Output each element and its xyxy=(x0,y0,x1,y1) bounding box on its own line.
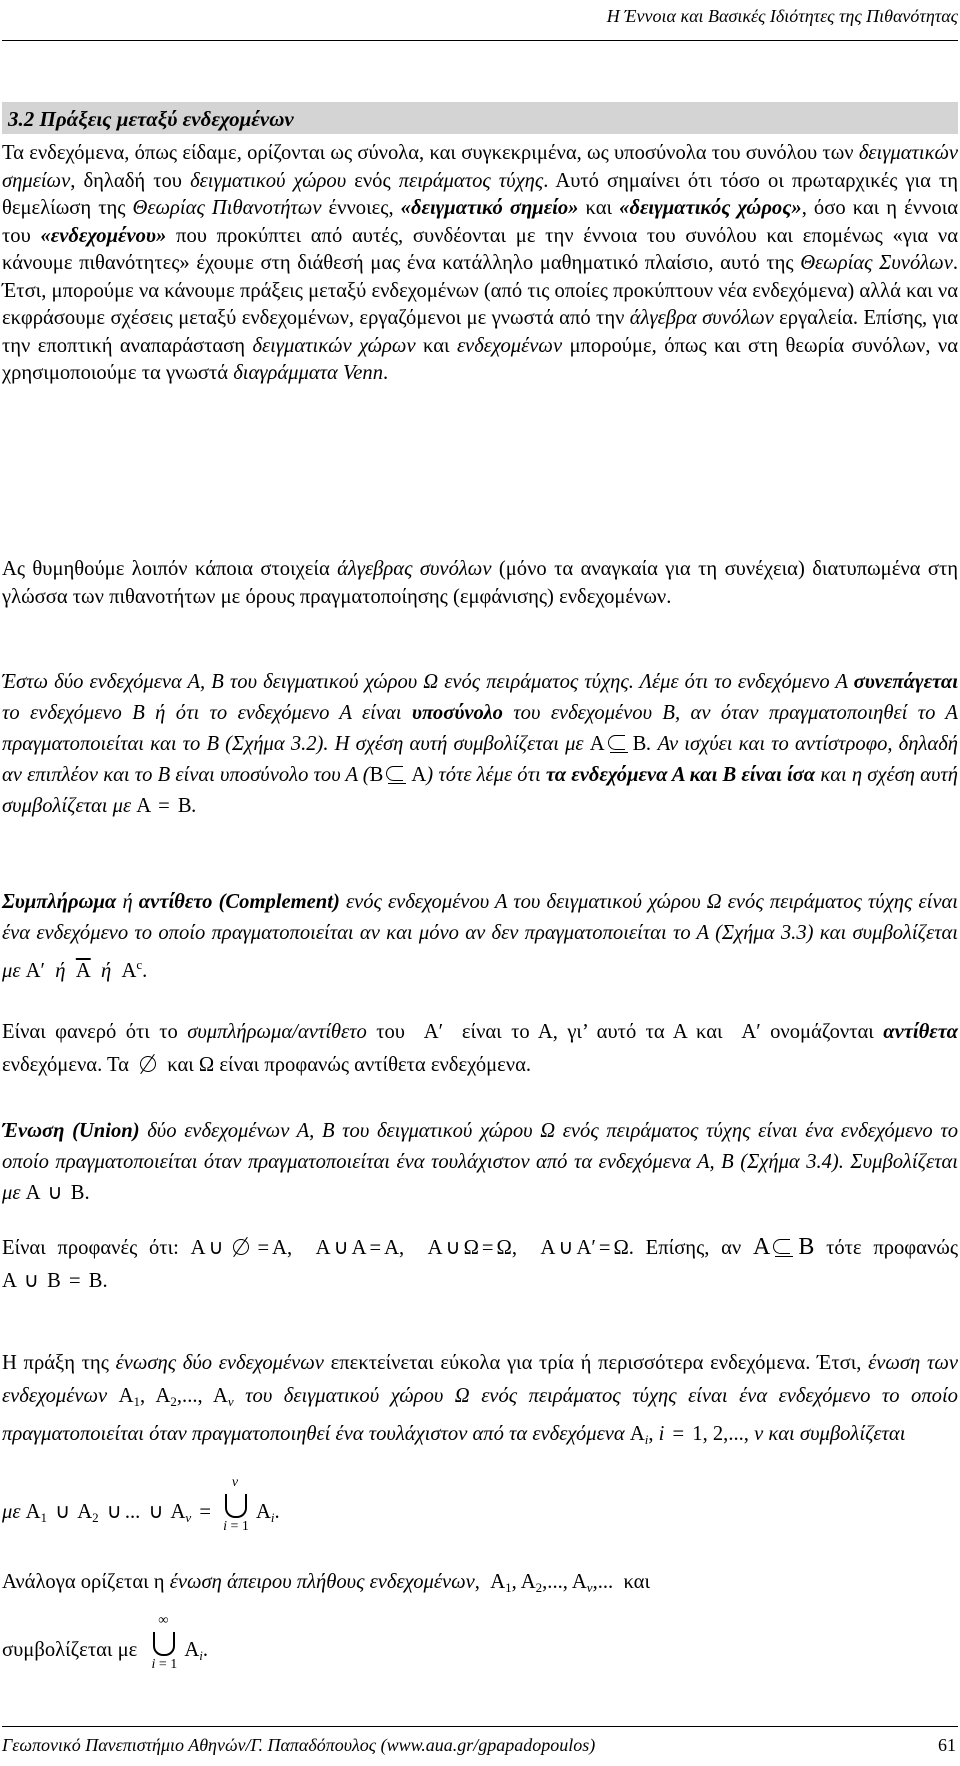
text: , xyxy=(474,1571,480,1593)
big-union-symbol: ν i = 1 xyxy=(223,1475,249,1534)
text: άλγεβρας συνόλων xyxy=(337,558,492,580)
paragraph-set-algebra xyxy=(2,556,958,611)
text: διαγράμματα Venn xyxy=(233,362,383,384)
subset-symbol xyxy=(608,734,630,752)
text: Η πράξη της xyxy=(2,1352,116,1374)
text: και συμβολίζεται xyxy=(768,1423,906,1445)
text: και xyxy=(415,334,457,357)
text: ενδεχόμενα. Τα xyxy=(2,1054,135,1076)
text: , όσο και η έννοια του xyxy=(2,197,959,247)
text: ή xyxy=(55,960,66,982)
formula-b-subset-a: B A xyxy=(369,764,427,786)
text: είναι το Α, γι’ αυτό τα Α και xyxy=(452,1021,732,1043)
paragraph-union xyxy=(2,1116,958,1209)
text: Είναι φανερό ότι το xyxy=(2,1021,188,1043)
text: Είναι προφανές ότι: xyxy=(2,1237,191,1259)
formula-infinite-union: ∞ i = 1 $A_i$. xyxy=(142,1639,208,1661)
text: ενδεχομένων xyxy=(456,334,563,357)
formula-union-properties: A ∪ = A, A ∪ A = A, A ∪ Ω = Ω, A ∪ A′ = Ω xyxy=(190,1237,629,1259)
text: τα ενδεχόμενα Α και Β είναι ίσα xyxy=(545,764,816,786)
text: Θεωρίας Συνόλων xyxy=(800,252,953,274)
formula-a-subset-b: A B xyxy=(752,1234,815,1260)
text: και xyxy=(623,1571,650,1593)
running-header: Η Έννοια και Βασικές Ιδιότητες της Πιθανότητας xyxy=(606,6,958,26)
text: «ενδεχομένου» xyxy=(40,224,167,247)
page-number: 61 xyxy=(938,1735,956,1755)
text: ενός ενδεχομένου Α του δειγματικού χώρου Ω ενός πειράματος τύχης είναι ένα ενδεχόμενο το οποίο πραγματοποιείται αν και μόνο αν δεν πραγματοποιείται το Α (Σχήμα 3.3) και συμβολίζεται με xyxy=(2,891,959,982)
text: . xyxy=(142,960,148,982)
text: υποσύνολο xyxy=(411,702,503,724)
text: αντίθετα xyxy=(883,1021,958,1043)
complement-prime: A′ xyxy=(414,1021,453,1043)
text: του δειγματικού χώρου Ω ενός πειράματος τύχης είναι ένα ενδεχόμενο το οποίο πραγματοποιείται όταν πραγματοποιηθεί ένα τουλάχιστον από τα ενδεχόμενα xyxy=(2,1384,958,1445)
header-rule xyxy=(2,40,958,41)
text: το ενδεχόμενο Β ή ότι το ενδεχόμενο Α είναι xyxy=(2,702,412,724)
text: ένωση των ενδεχομένων xyxy=(2,1352,959,1407)
paragraph-opposite xyxy=(2,1016,958,1082)
text: αντίθετο (Complement) xyxy=(138,891,340,913)
text: (μόνο τα αναγκαία για τη συνέχεια) διατυπωμένα στη γλώσσα των πιθανοτήτων με όρους πραγματοποίησης (εμφάνισης) ενδεχομένων. xyxy=(2,558,959,608)
paragraph-union-formula xyxy=(2,1475,958,1545)
paragraph-complement xyxy=(2,887,958,987)
empty-set-symbol xyxy=(138,1054,158,1074)
footer-rule xyxy=(2,1726,958,1727)
text: . xyxy=(383,362,389,384)
text: «δειγματικός χώρος» xyxy=(619,197,802,219)
text: ή xyxy=(100,960,112,982)
text: Τα ενδεχόμενα, όπως είδαμε, ορίζονται ως σύνολα, και συγκεκριμένα, ως υποσύνολα του συνόλου των xyxy=(2,142,859,164)
text: . Αυτό σημαίνει ότι τόσο οι πρωταρχικές για τη θεμελίωση της xyxy=(2,169,958,219)
formula-events-list: $A_1$, $A_2$,..., $A_\nu$ xyxy=(118,1384,234,1409)
complement-prime: A′ xyxy=(25,960,45,982)
text: ονομάζονται xyxy=(770,1021,884,1043)
text: ενός xyxy=(346,169,399,192)
formula-a-union-b: A ∪ B xyxy=(25,1182,85,1204)
text: έννοιες, xyxy=(321,197,401,219)
complement-bar: $\overline{A}$ xyxy=(75,960,91,982)
text: δύο ενδεχομένων Α, Β του δειγματικού χώρου Ω ενός πειράματος τύχης είναι ένα ενδεχόμενο το οποίο πραγματοποιείται όταν πραγματοποιείται ένα τουλάχιστον από τα ενδεχόμενα Α, Β (Σχήμα 3.4). Συμβολίζεται με xyxy=(2,1120,958,1204)
big-union-symbol: ∞ i = 1 xyxy=(151,1613,178,1672)
formula-finite-union: $A_1$ ∪ $A_2$ ∪ ... ∪ $A_\nu$ = ν i = 1 $A_i$. xyxy=(26,1501,280,1523)
text: Ας θυμηθούμε λοιπόν κάποια στοιχεία xyxy=(2,558,338,580)
text: τότε προφανώς xyxy=(814,1237,958,1259)
paragraph-infinite-union xyxy=(2,1566,958,1604)
formula-a-subset-b: A B xyxy=(589,733,647,755)
text: εργαλεία. Επίσης, για την εποπτική αναπαράσταση xyxy=(2,307,958,357)
text: μπορούμε, όπως και στη θεωρία συνόλων, να χρησιμοποιούμε τα γνωστά xyxy=(2,334,959,384)
empty-set-symbol xyxy=(231,1237,251,1257)
text: και xyxy=(578,197,620,219)
text: επεκτείνεται εύκολα για τρία ή περισσότερα ενδεχόμενα. Έτσι, xyxy=(323,1352,869,1374)
complement-prime: A′ xyxy=(731,1021,761,1043)
paragraph-union-many xyxy=(2,1347,958,1457)
complement-c: $A^c$ xyxy=(121,957,143,982)
text: Θεωρίας Πιθανοτήτων xyxy=(132,197,322,219)
text: και Ω είναι προφανώς αντίθετα ενδεχόμενα. xyxy=(162,1054,532,1076)
text: . Επίσης, αν xyxy=(628,1237,753,1259)
footer-credit: Γεωπονικό Πανεπιστήμιο Αθηνών/Γ. Παπαδόπουλος (www.aua.gr/gpapadopoulos) xyxy=(2,1735,596,1755)
text: Ανάλογα ορίζεται η xyxy=(2,1571,170,1593)
text: που προκύπτει από αυτές, συνδέονται με την έννοια του συνόλου και επομένως «για να κάνουμε πιθανότητες» έχουμε στη διάθεσή μας ένα κατάλληλο μαθηματικό πλαίσιο, αυτό της xyxy=(2,224,958,274)
text: , δηλαδή του xyxy=(70,169,191,192)
text: δειγματικών σημείων xyxy=(2,142,958,192)
text: πειράματος τύχης xyxy=(398,169,544,192)
text: άλγεβρα συνόλων xyxy=(629,307,774,329)
text: ή xyxy=(116,891,139,913)
text: . xyxy=(84,1182,90,1204)
text: δειγματικών χώρων xyxy=(252,334,416,357)
text: Ένωση (Union) xyxy=(2,1120,140,1142)
subset-symbol xyxy=(386,765,408,783)
paragraph-subset xyxy=(2,667,958,822)
formula-infinite-events: $A_1$, $A_2$,..., $A_\nu$,... xyxy=(485,1571,614,1595)
text: του ενδεχομένου Β, αν όταν πραγματοποιηθεί το Α πραγματοποιείται και το Β (Σχήμα 3.2). Η σχέση αυτή συμβολίζεται με xyxy=(2,702,958,755)
text: δειγματικού χώρου xyxy=(190,169,347,192)
text: συμβολίζεται με xyxy=(2,1639,143,1661)
text: Έστω δύο ενδεχόμενα Α, Β του δειγματικού χώρου Ω ενός πειράματος τύχης. Λέμε ότι το ενδεχόμενο Α xyxy=(2,671,854,693)
formula-a-union-b-equals-b: A ∪ B = B xyxy=(2,1270,103,1292)
formula-a-equals-b: A = B xyxy=(136,795,192,817)
section-heading-bar xyxy=(2,102,958,134)
paragraph-infinite-union-symbol xyxy=(2,1613,958,1683)
text: και η σχέση αυτή συμβολίζεται με xyxy=(2,764,958,817)
formula-ai-index: $A_i$, i = 1, 2,..., ν xyxy=(629,1423,764,1447)
paragraph-intro xyxy=(2,140,958,388)
section-title: 3.2 Πράξεις μεταξύ ενδεχομένων xyxy=(8,107,294,131)
text: «δειγματικό σημείο» xyxy=(400,197,579,219)
text: συνεπάγεται xyxy=(853,671,958,693)
text: . xyxy=(191,795,197,817)
text: Συμπλήρωμα xyxy=(2,891,117,913)
text: . Αν ισχύει και το αντίστροφο, δηλαδή αν επιπλέον και το Β είναι υποσύνολο του Α ( xyxy=(2,733,958,786)
text: συμπλήρωμα/αντίθετο xyxy=(187,1021,367,1043)
text: ) τότε λέμε ότι xyxy=(426,764,546,786)
paragraph-union-properties xyxy=(2,1231,958,1298)
text: με xyxy=(2,1501,26,1523)
text: ένωση άπειρου πλήθους ενδεχομένων xyxy=(169,1571,475,1593)
text: . Έτσι, μπορούμε να κάνουμε πράξεις μεταξύ ενδεχομένων (από τις οποίες προκύπτουν νέα ενδεχόμενα) αλλά και να εκφράσουμε σχέσεις μεταξύ ενδεχομένων, εργαζόμενοι με γνωστά από την xyxy=(2,252,958,329)
text: του xyxy=(366,1021,415,1043)
text: ένωσης δύο ενδεχομένων xyxy=(115,1352,324,1374)
subset-symbol xyxy=(773,1238,795,1256)
text: . xyxy=(102,1270,108,1292)
